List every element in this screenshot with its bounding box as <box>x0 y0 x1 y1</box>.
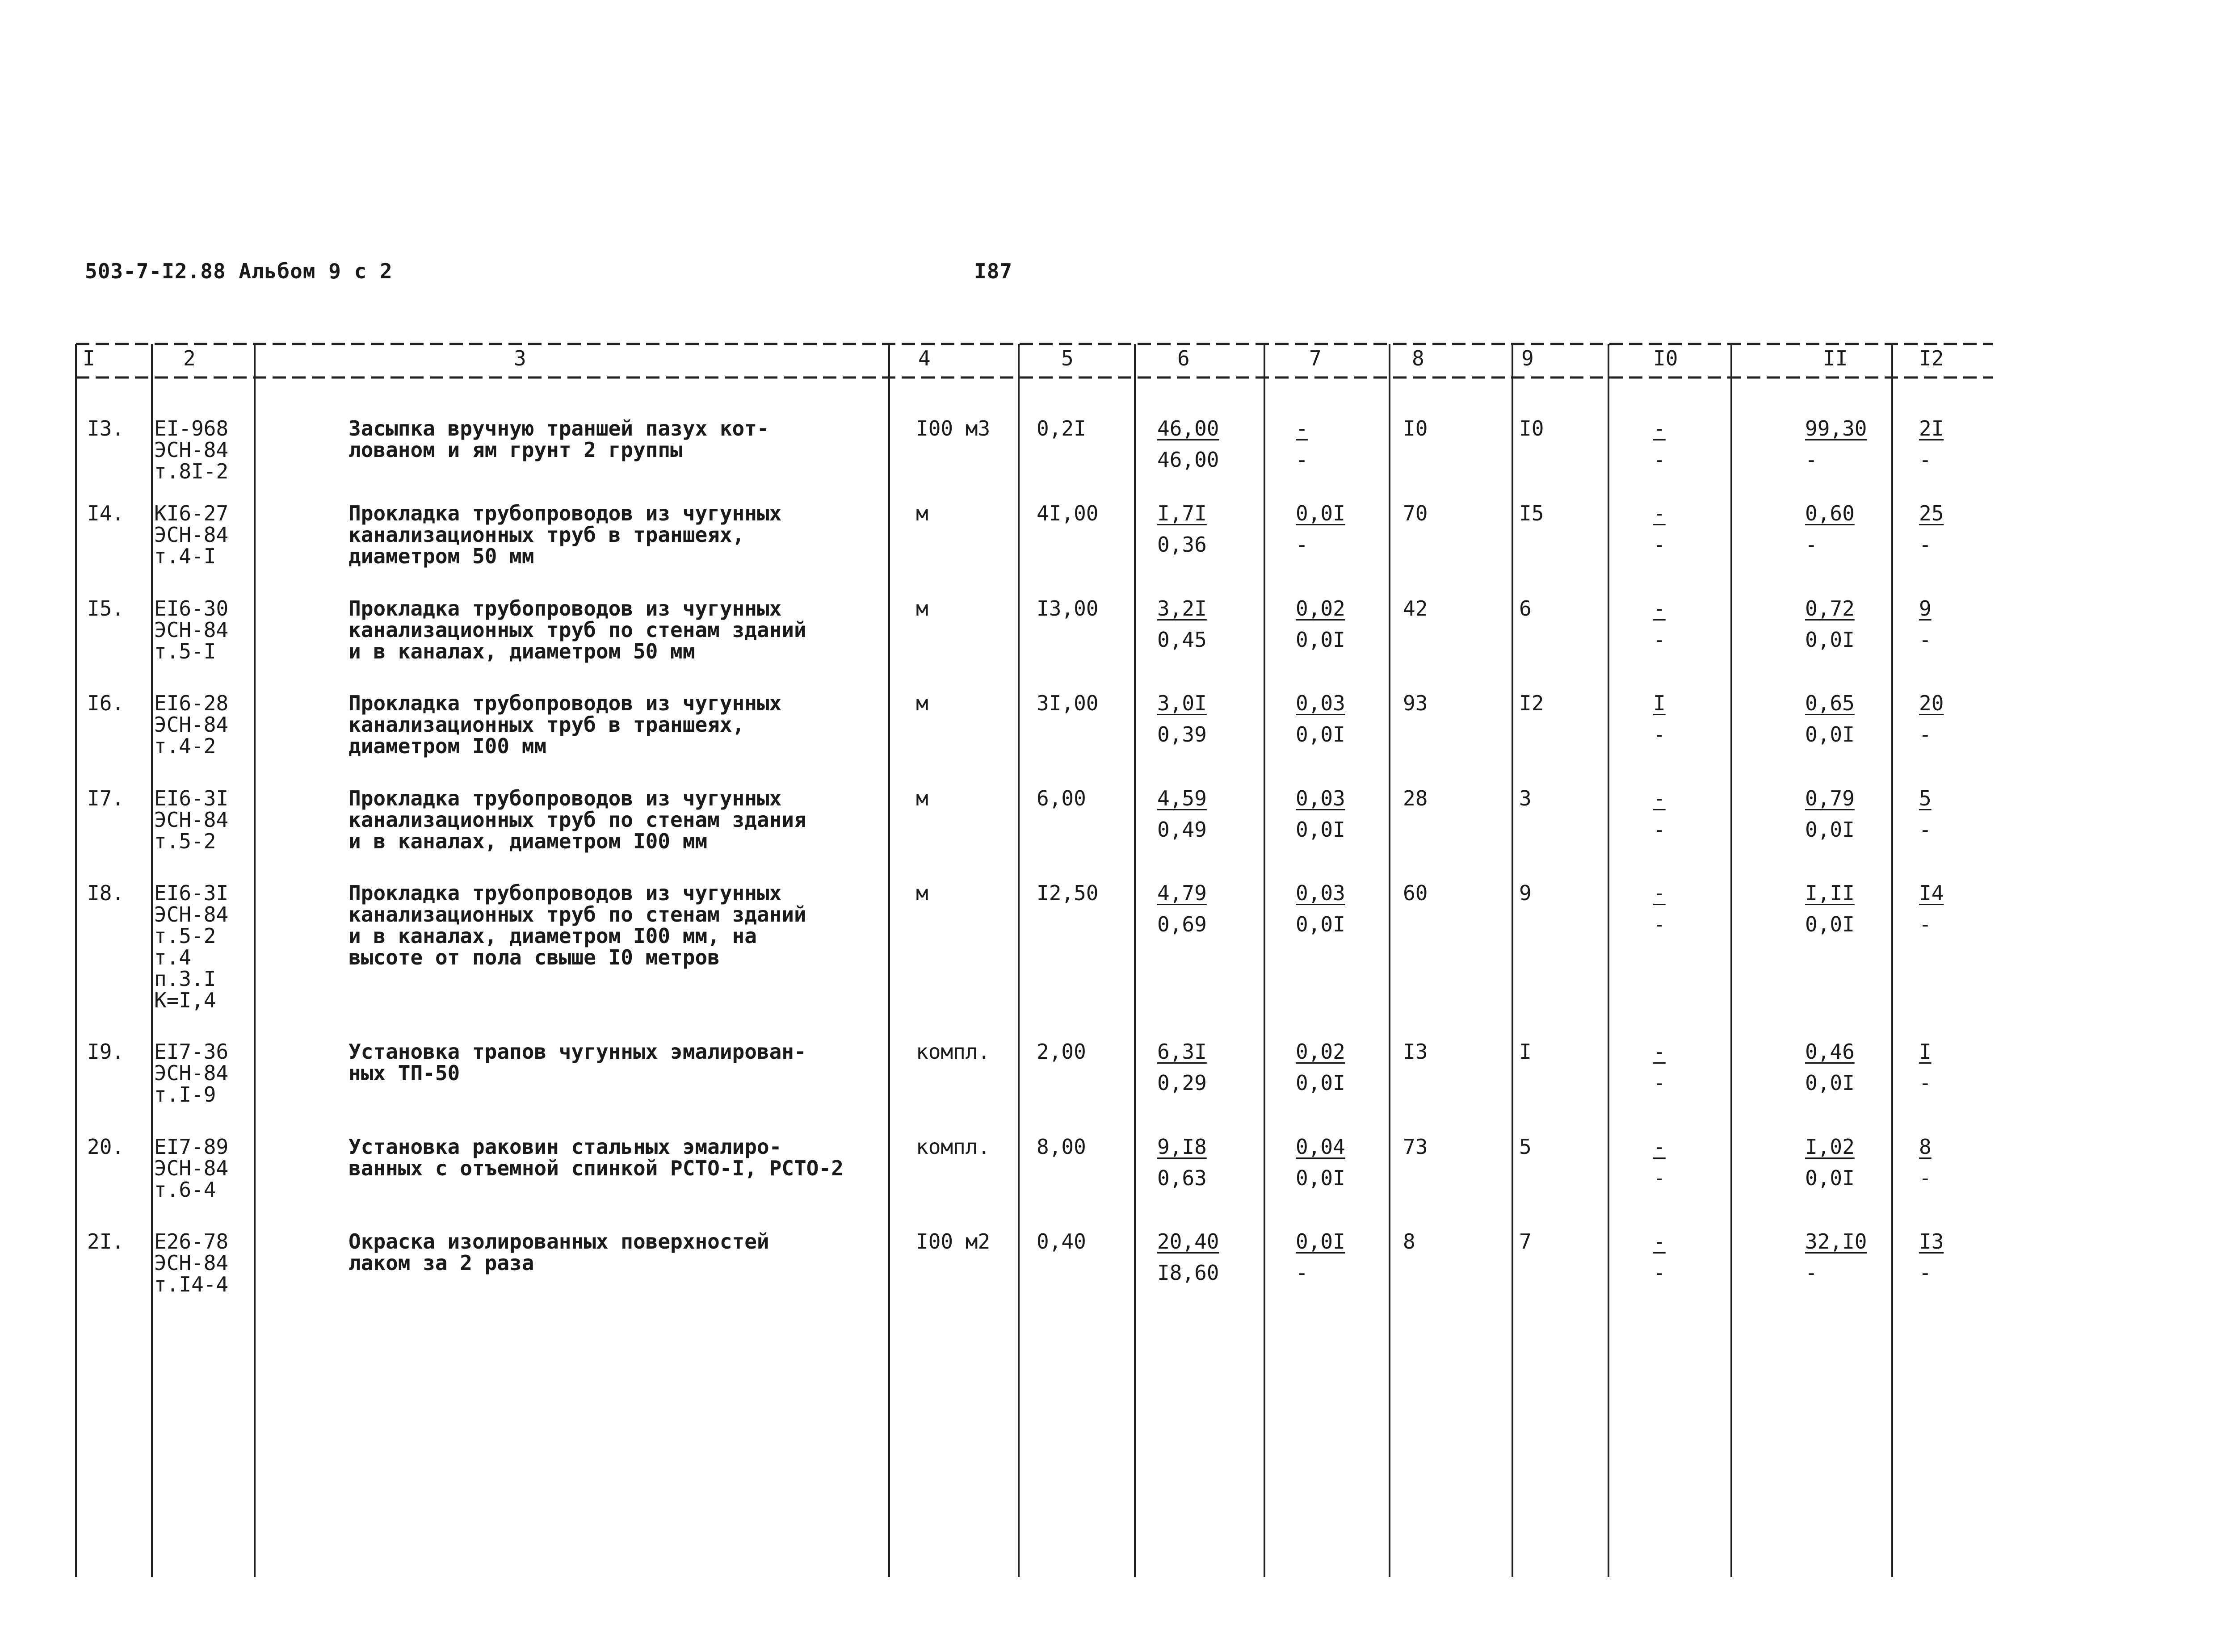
col7-bottom: 0,0I <box>1296 722 1345 746</box>
norm-code-line: т.5-I <box>154 639 216 663</box>
col10-top: - <box>1653 596 1666 621</box>
norm-code-line: EI6-3I <box>154 786 229 810</box>
col7-top: 0,03 <box>1296 881 1345 905</box>
col6-top: I,7I <box>1157 501 1207 525</box>
col8-value: 42 <box>1403 596 1428 621</box>
norm-code-line: EI-968 <box>154 416 229 440</box>
quantity: I3,00 <box>1037 596 1099 621</box>
work-description-line: Засыпка вручную траншей пазух кот- <box>349 416 769 440</box>
work-description-line: канализационных труб в траншеях, <box>349 523 745 547</box>
norm-code-line: т.8I-2 <box>154 459 229 483</box>
col10-top: - <box>1653 881 1666 905</box>
norm-code-line: т.6-4 <box>154 1178 216 1202</box>
work-description-line: ных ТП-50 <box>349 1061 460 1085</box>
col11-bottom: - <box>1805 532 1818 557</box>
col11-top: 0,60 <box>1805 501 1855 525</box>
col7-bottom: - <box>1296 1261 1308 1285</box>
column-header-4: 4 <box>918 346 931 370</box>
col7-top: 0,02 <box>1296 596 1345 621</box>
col12-top: 9 <box>1919 596 1932 621</box>
col9-value: I2 <box>1519 691 1544 715</box>
row-number: I8. <box>87 881 125 905</box>
col9-value: I5 <box>1519 501 1544 525</box>
row-number: I4. <box>87 501 125 525</box>
work-description-line: высоте от пола свыше I0 метров <box>349 945 720 969</box>
col12-bottom: - <box>1919 628 1932 652</box>
col12-bottom: - <box>1919 448 1932 472</box>
col10-bottom: - <box>1653 448 1666 472</box>
norm-code-line: ЭСН-84 <box>154 1251 229 1275</box>
norm-code-line: т.4-2 <box>154 734 216 758</box>
col9-value: I0 <box>1519 416 1544 440</box>
column-header-10: I0 <box>1653 346 1678 370</box>
col7-bottom: - <box>1296 532 1308 557</box>
row-number: I3. <box>87 416 125 440</box>
col7-bottom: 0,0I <box>1296 1071 1345 1095</box>
row-number: I6. <box>87 691 125 715</box>
row-number: 2I. <box>87 1229 125 1254</box>
work-description-line: ванных с отъемной спинкой РСТО-I, РСТО-2 <box>349 1156 844 1180</box>
quantity: 6,00 <box>1037 786 1086 810</box>
norm-code-line: EI6-30 <box>154 596 229 621</box>
col11-bottom: 0,0I <box>1805 628 1855 652</box>
col9-value: 3 <box>1519 786 1532 810</box>
unit: м <box>916 881 928 905</box>
quantity: I2,50 <box>1037 881 1099 905</box>
col11-top: 99,30 <box>1805 416 1867 440</box>
col6-top: 4,59 <box>1157 786 1207 810</box>
col11-bottom: - <box>1805 1261 1818 1285</box>
col6-bottom: 0,63 <box>1157 1166 1207 1190</box>
col10-top: - <box>1653 786 1666 810</box>
col9-value: 7 <box>1519 1229 1532 1254</box>
norm-code-line: ЭСН-84 <box>154 438 229 462</box>
column-header-12: I2 <box>1919 346 1944 370</box>
col7-bottom: - <box>1296 448 1308 472</box>
col8-value: 73 <box>1403 1135 1428 1159</box>
col6-top: 6,3I <box>1157 1040 1207 1064</box>
col12-top: 20 <box>1919 691 1944 715</box>
row-number: 20. <box>87 1135 125 1159</box>
col8-value: I3 <box>1403 1040 1428 1064</box>
col12-top: 5 <box>1919 786 1932 810</box>
col9-value: 9 <box>1519 881 1532 905</box>
col6-top: 46,00 <box>1157 416 1219 440</box>
col11-bottom: 0,0I <box>1805 818 1855 842</box>
work-description-line: Прокладка трубопроводов из чугунных <box>349 786 782 810</box>
col8-value: 60 <box>1403 881 1428 905</box>
col10-bottom: - <box>1653 628 1666 652</box>
unit: м <box>916 501 928 525</box>
col11-top: 32,I0 <box>1805 1229 1867 1254</box>
col6-bottom: 0,69 <box>1157 912 1207 936</box>
work-description-line: и в каналах, диаметром I00 мм, на <box>349 924 757 948</box>
col12-bottom: - <box>1919 1261 1932 1285</box>
col12-bottom: - <box>1919 818 1932 842</box>
col10-bottom: - <box>1653 818 1666 842</box>
col6-bottom: 0,39 <box>1157 722 1207 746</box>
col10-top: I <box>1653 691 1666 715</box>
col7-bottom: 0,0I <box>1296 912 1345 936</box>
col6-bottom: 0,36 <box>1157 532 1207 557</box>
work-description-line: канализационных труб в траншеях, <box>349 713 745 737</box>
column-header-3: 3 <box>514 346 526 370</box>
quantity: 4I,00 <box>1037 501 1099 525</box>
norm-code-line: ЭСН-84 <box>154 902 229 927</box>
work-description-line: Установка трапов чугунных эмалирован- <box>349 1040 806 1064</box>
quantity: 0,40 <box>1037 1229 1086 1254</box>
col6-bottom: I8,60 <box>1157 1261 1219 1285</box>
col9-value: 6 <box>1519 596 1532 621</box>
col9-value: I <box>1519 1040 1532 1064</box>
col11-bottom: - <box>1805 448 1818 472</box>
col11-bottom: 0,0I <box>1805 1071 1855 1095</box>
row-number: I5. <box>87 596 125 621</box>
col12-top: I <box>1919 1040 1932 1064</box>
col8-value: 70 <box>1403 501 1428 525</box>
col11-top: I,II <box>1805 881 1855 905</box>
work-description-line: и в каналах, диаметром 50 мм <box>349 639 695 663</box>
col11-top: I,02 <box>1805 1135 1855 1159</box>
norm-code-line: ЭСН-84 <box>154 523 229 547</box>
col10-bottom: - <box>1653 1071 1666 1095</box>
col7-top: 0,03 <box>1296 691 1345 715</box>
col12-bottom: - <box>1919 532 1932 557</box>
col12-bottom: - <box>1919 1166 1932 1190</box>
col6-top: 3,2I <box>1157 596 1207 621</box>
column-header-11: II <box>1823 346 1848 370</box>
work-description-line: канализационных труб по стенам зданий <box>349 618 806 642</box>
work-description-line: Окраска изолированных поверхностей <box>349 1229 769 1254</box>
norm-code-line: ЭСН-84 <box>154 808 229 832</box>
column-header-5: 5 <box>1061 346 1074 370</box>
col10-top: - <box>1653 501 1666 525</box>
quantity: 2,00 <box>1037 1040 1086 1064</box>
col6-bottom: 0,49 <box>1157 818 1207 842</box>
col8-value: 28 <box>1403 786 1428 810</box>
quantity: 0,2I <box>1037 416 1086 440</box>
work-description-line: диаметром I00 мм <box>349 734 547 758</box>
col12-bottom: - <box>1919 912 1932 936</box>
norm-code-line: ЭСН-84 <box>154 1061 229 1085</box>
col7-top: 0,02 <box>1296 1040 1345 1064</box>
col10-bottom: - <box>1653 1166 1666 1190</box>
work-description-line: Прокладка трубопроводов из чугунных <box>349 881 782 905</box>
unit: м <box>916 786 928 810</box>
norm-code-line: EI6-3I <box>154 881 229 905</box>
work-description-line: лованом и ям грунт 2 группы <box>349 438 683 462</box>
col8-value: I0 <box>1403 416 1428 440</box>
col10-bottom: - <box>1653 912 1666 936</box>
col11-top: 0,72 <box>1805 596 1855 621</box>
norm-code-line: т.I4-4 <box>154 1272 229 1296</box>
norm-code-line: т.4-I <box>154 544 216 568</box>
col7-top: 0,0I <box>1296 1229 1345 1254</box>
col6-bottom: 0,29 <box>1157 1071 1207 1095</box>
col12-top: 2I <box>1919 416 1944 440</box>
col12-bottom: - <box>1919 1071 1932 1095</box>
col6-top: 9,I8 <box>1157 1135 1207 1159</box>
work-description-line: диаметром 50 мм <box>349 544 534 568</box>
work-description-line: канализационных труб по стенам здания <box>349 808 806 832</box>
col10-top: - <box>1653 416 1666 440</box>
col7-bottom: 0,0I <box>1296 818 1345 842</box>
col6-bottom: 46,00 <box>1157 448 1219 472</box>
col8-value: 8 <box>1403 1229 1415 1254</box>
norm-code-line: K=I,4 <box>154 988 216 1012</box>
unit: I00 м3 <box>916 416 991 440</box>
col11-top: 0,46 <box>1805 1040 1855 1064</box>
work-description-line: Установка раковин стальных эмалиро- <box>349 1135 782 1159</box>
work-description-line: лаком за 2 раза <box>349 1251 534 1275</box>
unit: м <box>916 596 928 621</box>
col7-top: 0,04 <box>1296 1135 1345 1159</box>
col7-bottom: 0,0I <box>1296 1166 1345 1190</box>
col9-value: 5 <box>1519 1135 1532 1159</box>
unit: компл. <box>916 1040 991 1064</box>
col10-top: - <box>1653 1229 1666 1254</box>
col12-top: 25 <box>1919 501 1944 525</box>
unit: компл. <box>916 1135 991 1159</box>
column-header-1: I <box>83 346 95 370</box>
col11-bottom: 0,0I <box>1805 722 1855 746</box>
norm-code-line: ЭСН-84 <box>154 1156 229 1180</box>
quantity: 3I,00 <box>1037 691 1099 715</box>
column-header-2: 2 <box>183 346 196 370</box>
work-description-line: Прокладка трубопроводов из чугунных <box>349 691 782 715</box>
norm-code-line: EI6-28 <box>154 691 229 715</box>
column-header-9: 9 <box>1521 346 1534 370</box>
column-header-8: 8 <box>1412 346 1424 370</box>
quantity: 8,00 <box>1037 1135 1086 1159</box>
col7-top: - <box>1296 416 1308 440</box>
col7-top: 0,03 <box>1296 786 1345 810</box>
page-number: I87 <box>974 259 1013 283</box>
work-description-line: Прокладка трубопроводов из чугунных <box>349 596 782 621</box>
norm-code-line: т.I-9 <box>154 1082 216 1107</box>
norm-code-line: ЭСН-84 <box>154 713 229 737</box>
row-number: I9. <box>87 1040 125 1064</box>
unit: I00 м2 <box>916 1229 991 1254</box>
col12-top: I3 <box>1919 1229 1944 1254</box>
col10-bottom: - <box>1653 1261 1666 1285</box>
norm-code-line: т.5-2 <box>154 924 216 948</box>
col11-top: 0,65 <box>1805 691 1855 715</box>
col6-bottom: 0,45 <box>1157 628 1207 652</box>
work-description-line: и в каналах, диаметром I00 мм <box>349 829 708 853</box>
col8-value: 93 <box>1403 691 1428 715</box>
col12-bottom: - <box>1919 722 1932 746</box>
col12-top: 8 <box>1919 1135 1932 1159</box>
norm-code-line: т.5-2 <box>154 829 216 853</box>
work-description-line: Прокладка трубопроводов из чугунных <box>349 501 782 525</box>
norm-code-line: EI7-36 <box>154 1040 229 1064</box>
norm-code-line: т.4 <box>154 945 192 969</box>
norm-code-line: п.3.I <box>154 967 216 991</box>
column-header-7: 7 <box>1309 346 1322 370</box>
col10-bottom: - <box>1653 532 1666 557</box>
col10-bottom: - <box>1653 722 1666 746</box>
norm-code-line: ЭСН-84 <box>154 618 229 642</box>
col12-top: I4 <box>1919 881 1944 905</box>
col11-bottom: 0,0I <box>1805 912 1855 936</box>
col6-top: 3,0I <box>1157 691 1207 715</box>
row-number: I7. <box>87 786 125 810</box>
column-header-6: 6 <box>1177 346 1190 370</box>
col11-bottom: 0,0I <box>1805 1166 1855 1190</box>
norm-code-line: EI7-89 <box>154 1135 229 1159</box>
norm-code-line: E26-78 <box>154 1229 229 1254</box>
document-code: 503-7-I2.88 Альбом 9 с 2 <box>85 259 393 283</box>
col10-top: - <box>1653 1135 1666 1159</box>
norm-code-line: KI6-27 <box>154 501 229 525</box>
col7-top: 0,0I <box>1296 501 1345 525</box>
col7-bottom: 0,0I <box>1296 628 1345 652</box>
col6-top: 20,40 <box>1157 1229 1219 1254</box>
col6-top: 4,79 <box>1157 881 1207 905</box>
col11-top: 0,79 <box>1805 786 1855 810</box>
unit: м <box>916 691 928 715</box>
col10-top: - <box>1653 1040 1666 1064</box>
work-description-line: канализационных труб по стенам зданий <box>349 902 806 927</box>
